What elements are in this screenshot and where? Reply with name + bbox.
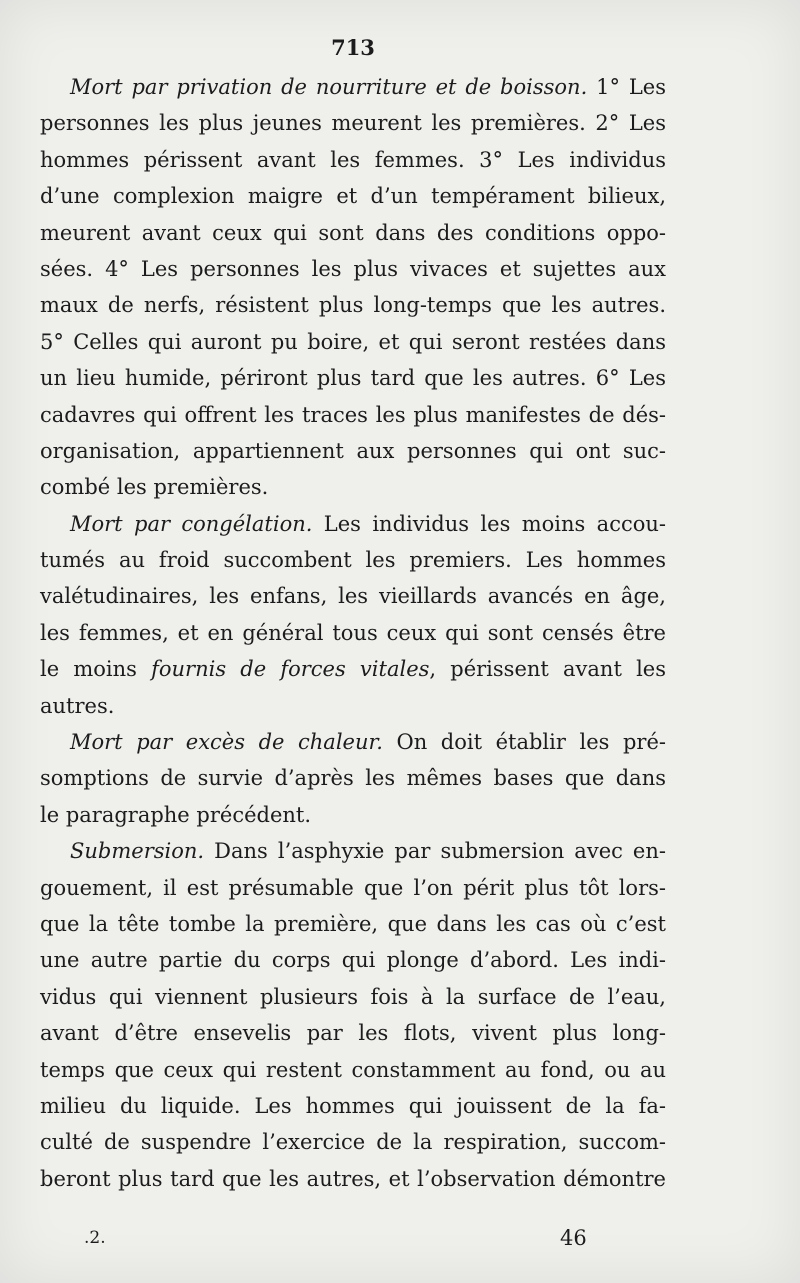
- page-number: 713: [331, 35, 375, 60]
- text-run: beront plus tard que les autres, et l’observation démontre: [40, 1166, 666, 1191]
- text-run: une autre partie du corps qui plonge d’abord. Les indi-: [40, 948, 666, 973]
- text-line: [40, 1052, 666, 1088]
- italic-run: Mort par congélation.: [70, 511, 313, 536]
- text-run: temps que ceux qui restent constamment au fond, ou au: [40, 1057, 666, 1082]
- text-run: , périssent avant les: [429, 657, 666, 682]
- page-footer: [40, 1222, 666, 1258]
- text-run: vidus qui viennent plusieurs fois à la surface de l’eau,: [40, 984, 666, 1009]
- text-line: [40, 906, 666, 942]
- text-run: On doit établir les pré-: [382, 730, 666, 755]
- text-run: Dans l’asphyxie par submersion avec en-: [204, 839, 666, 864]
- italic-run: Submersion.: [70, 839, 205, 864]
- text-line: [40, 215, 666, 251]
- text-run: sées. 4° Les personnes les plus vivaces et sujettes aux: [40, 256, 666, 281]
- text-run: milieu du liquide. Les hommes qui jouissent de la fa-: [40, 1093, 666, 1118]
- text-run: Les individus les moins accou-: [312, 511, 666, 536]
- italic-run: fournis de forces vitales: [151, 657, 430, 682]
- text-line: [40, 506, 666, 542]
- text-line: [40, 760, 666, 796]
- text-line: [40, 69, 666, 105]
- text-line: [40, 1161, 666, 1197]
- text-line: [40, 724, 666, 760]
- text-line: [40, 1124, 666, 1160]
- text-run: tumés au froid succombent les premiers. Les hommes: [40, 548, 666, 573]
- text-line: [40, 142, 666, 178]
- italic-run: Mort par excès de chaleur.: [70, 730, 383, 755]
- text-line: [40, 178, 666, 214]
- text-run: organisation, appartiennent aux personnes qui ont suc-: [40, 438, 666, 463]
- text-line: [40, 578, 666, 614]
- text-run: un lieu humide, périront plus tard que les autres. 6° Les: [40, 366, 666, 391]
- text-line: [40, 942, 666, 978]
- text-line: [40, 797, 666, 833]
- text-run: gouement, il est présumable que l’on périt plus tôt lors-: [40, 875, 666, 900]
- text-run: 1° Les: [587, 75, 666, 99]
- text-line: [40, 360, 666, 396]
- text-run: le paragraphe précédent.: [40, 802, 312, 827]
- text-line: [40, 287, 666, 323]
- text-run: que la tête tombe la première, que dans les cas où c’est: [40, 911, 666, 936]
- text-line: [40, 542, 666, 578]
- text-line: [40, 651, 666, 687]
- text-run: combé les premières.: [40, 475, 269, 500]
- text-run: somptions de survie d’après les mêmes bases que dans: [40, 766, 666, 791]
- text-run: le moins: [40, 657, 152, 682]
- text-line: [40, 251, 666, 287]
- body-text: [40, 69, 666, 1197]
- sheet-number: 46: [560, 1226, 587, 1250]
- text-line: [40, 688, 666, 724]
- text-line: [40, 397, 666, 433]
- text-line: [40, 433, 666, 469]
- text-line: [40, 1088, 666, 1124]
- text-line: [40, 979, 666, 1015]
- text-line: [40, 324, 666, 360]
- text-line: [40, 469, 666, 505]
- italic-run: Mort par privation de nourriture et de boisson.: [70, 75, 588, 99]
- text-line: [40, 105, 666, 141]
- text-run: cadavres qui offrent les traces les plus manifestes de dés-: [40, 402, 666, 427]
- text-line: [40, 833, 666, 869]
- signature-mark: .2.: [84, 1228, 106, 1248]
- page-text: [40, 27, 666, 1197]
- text-run: personnes les plus jeunes meurent les premières. 2° Les: [40, 111, 666, 136]
- text-run: autres.: [40, 693, 115, 718]
- text-line: [40, 870, 666, 906]
- text-run: les femmes, et en général tous ceux qui sont censés être: [40, 620, 666, 645]
- text-run: 5° Celles qui auront pu boire, et qui seront restées dans: [40, 329, 666, 354]
- text-line: [40, 615, 666, 651]
- text-run: valétudinaires, les enfans, les vieillards avancés en âge,: [40, 584, 666, 609]
- text-run: maux de nerfs, résistent plus long-temps que les autres.: [40, 293, 666, 318]
- text-line: [40, 1015, 666, 1051]
- text-run: hommes périssent avant les femmes. 3° Les individus: [40, 147, 666, 172]
- text-run: d’une complexion maigre et d’un tempérament bilieux,: [40, 184, 666, 209]
- text-run: culté de suspendre l’exercice de la respiration, succom-: [40, 1130, 666, 1155]
- text-run: avant d’être ensevelis par les flots, vivent plus long-: [40, 1021, 666, 1046]
- text-run: meurent avant ceux qui sont dans des conditions oppo-: [40, 220, 666, 245]
